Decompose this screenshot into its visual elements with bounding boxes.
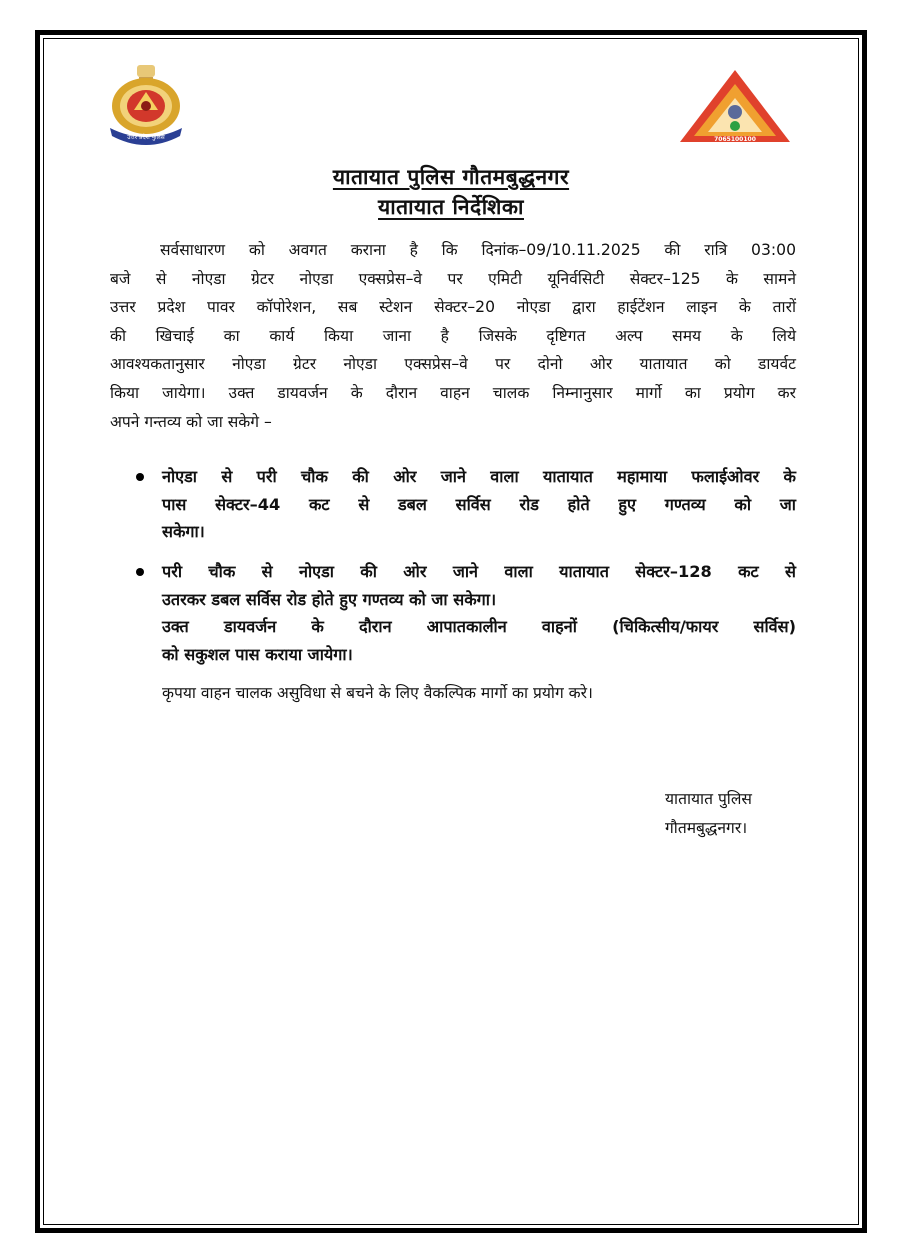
bullet-dot-icon [136,568,144,576]
up-police-emblem-logo [104,62,188,150]
page-subtitle: यातायात निर्देशिका [378,195,524,219]
intro-line: बजे से नोएडा ग्रेटर नोएडा एक्सप्रेस–वे पर एमिटी यूनिर्वसिटी सेक्टर–125 के सामने [110,269,796,288]
bullet-line: नोएडा से परी चौक की ओर जाने वाला यातायात महामाया फलाईओवर के [162,467,796,486]
signature-line-1: यातायात पुलिस [665,790,752,808]
bullet-line: पास सेक्टर–44 कट से डबल सर्विस रोड होते हुए गण्तव्य को जा [162,494,796,514]
wreath-icon [112,78,180,134]
whatsapp-icon [730,121,740,131]
intro-line: सर्वसाधारण को अवगत कराना है कि दिनांक–09/10.11.2025 की रात्रि 03:00 [160,241,796,259]
closing-request: कृपया वाहन चालक असुविधा से बचने के लिए वैकल्पिक मार्गो का प्रयोग करे। [162,684,593,702]
diversion-bullet-1 [136,463,796,546]
bullet-line: उतरकर डबल सर्विस रोड होते हुए गण्तव्य को जा सकेगा। [162,589,497,609]
bullet-line: सकेगा। [162,522,205,541]
bullet-dot-icon [136,473,144,481]
intro-line: उत्तर प्रदेश पावर कॉपोरेशन, सब स्टेशन सेक्टर–20 नोएडा द्वारा हाईटेंशन लाइन के तारों [110,298,796,317]
page-title: यातायात पुलिस गौतमबुद्धनगर [332,165,570,189]
up-traffic-police-logo [678,68,792,144]
diversion-bullet-2 [136,558,796,668]
intro-line: की खिचाई का कार्य किया जाना है जिसके दृष्टिगत अल्प समय के लिये [110,326,796,345]
bullet-line: उक्त डायवर्जन के दौरान आपातकालीन वाहनों (चिकित्सीय/फायर सर्विस) [162,617,796,636]
intro-line: किया जायेगा। उक्त डायवर्जन के दौरान वाहन चालक निम्नानुसार मार्गो का प्रयोग कर [110,383,796,402]
intro-line: आवश्यकतानुसार नोएडा ग्रेटर नोएडा एक्सप्रेस–वे पर दोनो ओर यातायात को डायर्वट [110,355,796,374]
police-cap-icon [728,105,742,119]
whatsapp-number: 7065100100 [714,136,756,143]
bullet-line: को सकुशल पास कराया जायेगा। [162,644,353,664]
intro-paragraph [110,236,796,436]
signature-line-2: गौतमबुद्धनगर। [665,819,748,837]
emblem-ribbon-text: उत्तर प्रदेश पुलिस [127,134,165,141]
bullet-line: परी चौक से नोएडा की ओर जाने वाला यातायात सेक्टर–128 कट से [162,562,796,581]
intro-line: अपने गन्तव्य को जा सकेगे – [110,412,272,431]
